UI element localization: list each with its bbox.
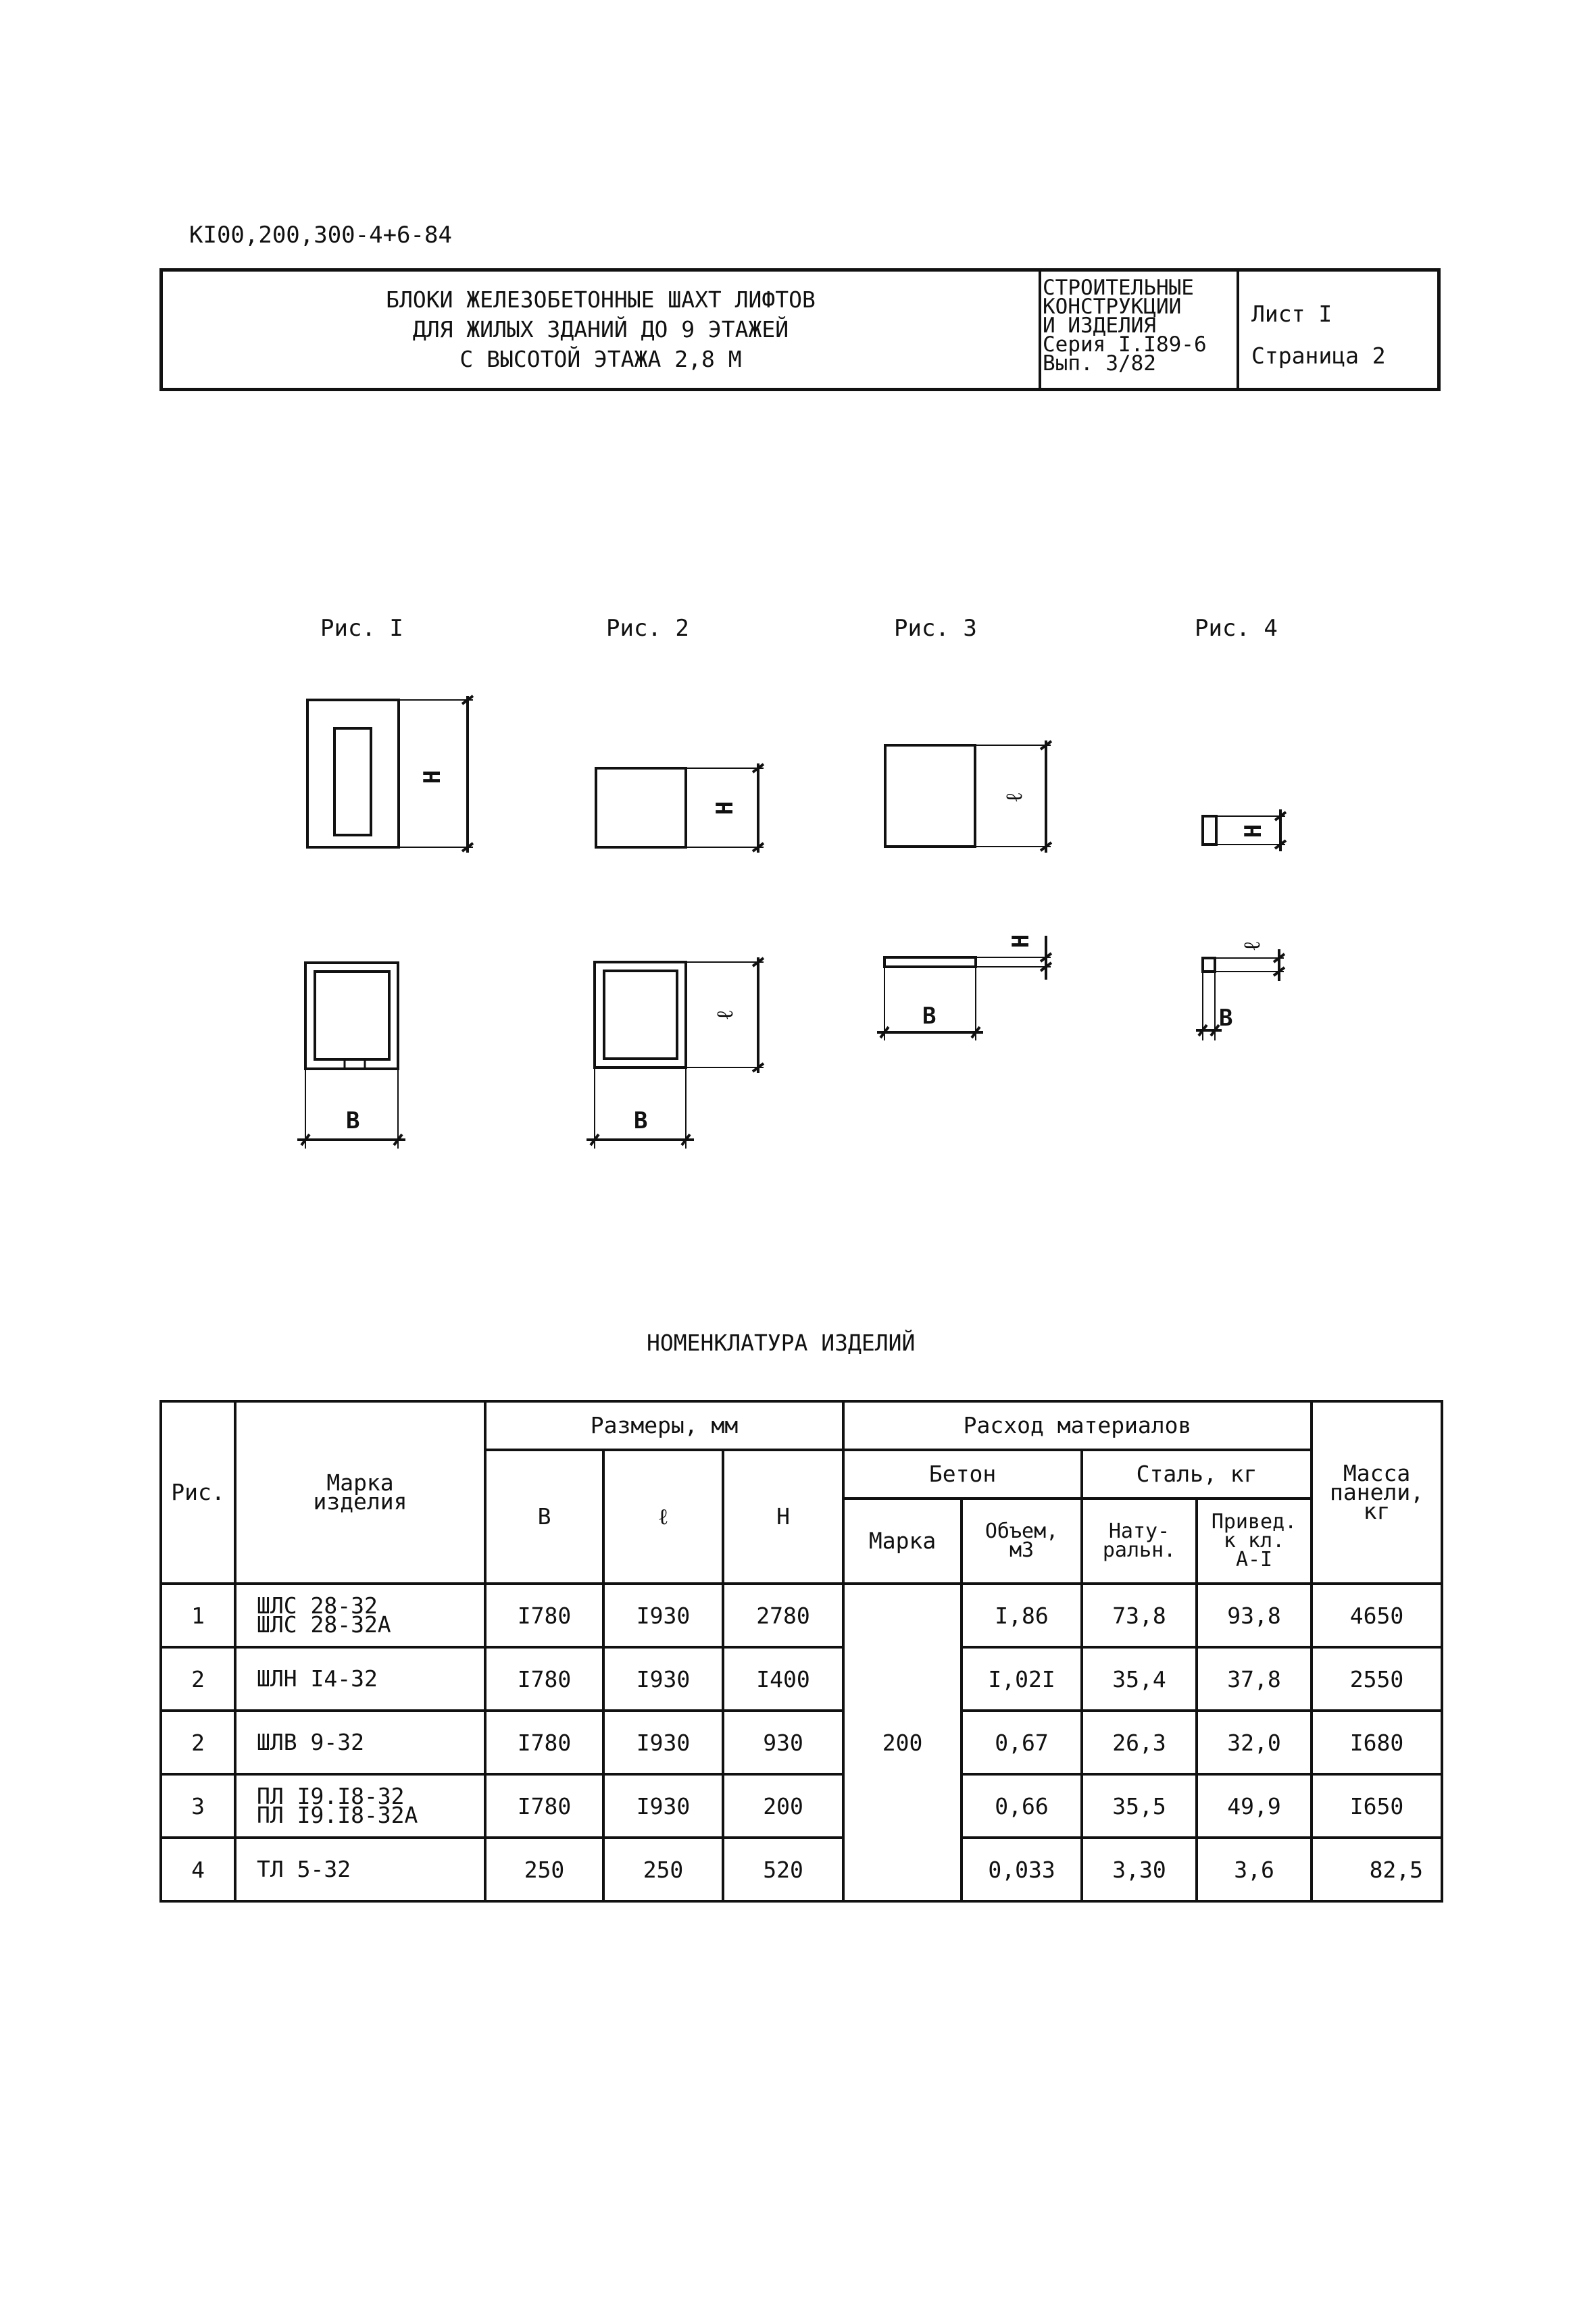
dim-l-label: ℓ [712,1010,739,1020]
cell-l: I930 [603,1711,723,1774]
mark-line: ШЛС 28-32 [257,1592,378,1619]
cell-fig: 4 [161,1838,235,1901]
table-row [161,1711,1442,1774]
cell-mark [235,1584,485,1647]
figure-3-plan [877,934,1051,1040]
header-concrete-grade: Марка [843,1499,962,1584]
figure-1-elevation [307,696,473,853]
cell-reduced: 93,8 [1197,1584,1312,1647]
mark-line: ШЛВ 9-32 [257,1729,364,1755]
cell-b: I780 [485,1711,603,1774]
cell-volume: 0,66 [962,1774,1082,1838]
cell-mark [235,1774,485,1838]
cell-reduced: 3,6 [1197,1838,1312,1901]
cell-h: 520 [723,1838,843,1901]
cell-mark [235,1711,485,1774]
figure-4-elevation [1203,809,1286,851]
dim-b-label: B [922,1003,937,1030]
cell-h: 930 [723,1711,843,1774]
figure-1-label: Рис. I [320,615,403,642]
figure-2-plan [587,957,764,1149]
cell-fig: 3 [161,1774,235,1838]
document-code: КI00,200,300-4+6-84 [189,222,452,249]
cell-reduced: 37,8 [1197,1647,1312,1711]
title-line: БЛОКИ ЖЕЛЕЗОБЕТОННЫЕ ШАХТ ЛИФТОВ [386,286,816,313]
header-reduced: Привед. к кл. А-I [1197,1499,1312,1584]
header-mass: Масса панели, кг [1312,1401,1442,1584]
table-row [161,1838,1442,1901]
table-row [161,1774,1442,1838]
series-line: КОНСТРУКЦИИ [1043,295,1182,319]
mark-line: ПЛ I9.I8-32 [257,1783,405,1809]
header-steel: Сталь, кг [1082,1450,1312,1499]
series-line: Вып. 3/82 [1043,351,1156,376]
cell-reduced: 49,9 [1197,1774,1312,1838]
header-sizes: Размеры, мм [485,1401,843,1450]
cell-natural: 26,3 [1082,1711,1197,1774]
dim-h-label: H [712,801,739,815]
mark-line: ТЛ 5-32 [257,1856,351,1882]
cell-h: I400 [723,1647,843,1711]
header-h: H [723,1450,843,1584]
cell-l: I930 [603,1584,723,1647]
figure-1-plan [297,963,405,1149]
cell-b: I780 [485,1584,603,1647]
header-materials: Расход материалов [843,1401,1312,1450]
cell-natural: 3,30 [1082,1838,1197,1901]
header-concrete: Бетон [843,1450,1082,1499]
title-line: ДЛЯ ЖИЛЫХ ЗДАНИЙ ДО 9 ЭТАЖЕЙ [412,316,789,343]
figure-3-elevation [885,740,1051,853]
mark-line: ПЛ I9.I8-32А [257,1802,418,1828]
table-row [161,1647,1442,1711]
cell-l: I930 [603,1647,723,1711]
mark-line: ШЛН I4-32 [257,1665,378,1692]
cell-h: 200 [723,1774,843,1838]
header-mark: Марка изделия [235,1401,485,1584]
table-title: НОМЕНКЛАТУРА ИЗДЕЛИЙ [647,1330,916,1356]
nomenclature-table [159,1400,1443,1903]
sheet-number: Лист I [1251,301,1332,327]
dim-l-label: ℓ [1001,793,1028,802]
cell-natural: 35,5 [1082,1774,1197,1838]
cell-l: I930 [603,1774,723,1838]
cell-fig: 1 [161,1584,235,1647]
table-row [161,1584,1442,1647]
figure-4-plan [1196,941,1285,1040]
cell-volume: I,86 [962,1584,1082,1647]
cell-mass: I680 [1312,1711,1442,1774]
cell-volume: 0,67 [962,1711,1082,1774]
mark-line: ШЛС 28-32А [257,1611,391,1638]
cell-volume: 0,033 [962,1838,1082,1901]
header-b: B [485,1450,603,1584]
cell-mass: 2550 [1312,1647,1442,1711]
figure-2-label: Рис. 2 [606,615,689,642]
dim-h-label: H [1007,934,1034,949]
dim-h-label: H [419,770,446,784]
series-line: СТРОИТЕЛЬНЫЕ [1043,276,1194,300]
figure-2-elevation [596,763,764,853]
header-volume: Объем, м3 [962,1499,1082,1584]
cell-mark [235,1838,485,1901]
series-line: И ИЗДЕЛИЯ [1043,313,1156,338]
cell-fig: 2 [161,1711,235,1774]
cell-mass: 4650 [1312,1584,1442,1647]
cell-h: 2780 [723,1584,843,1647]
cell-l: 250 [603,1838,723,1901]
figure-3-label: Рис. 3 [894,615,977,642]
figure-4-label: Рис. 4 [1195,615,1278,642]
series-line: Серия I.I89-6 [1043,332,1207,357]
dim-l-label: ℓ [1239,941,1266,951]
cell-b: I780 [485,1647,603,1711]
cell-fig: 2 [161,1647,235,1711]
cell-b: 250 [485,1838,603,1901]
cell-reduced: 32,0 [1197,1711,1312,1774]
dim-b-label: B [634,1107,648,1134]
cell-natural: 35,4 [1082,1647,1197,1711]
cell-mass: 82,5 [1312,1838,1442,1901]
page-number: Страница 2 [1251,343,1386,369]
header-fig: Рис. [161,1401,235,1584]
dim-b-label: B [1219,1005,1233,1032]
cell-concrete-grade: 200 [843,1584,962,1901]
header-natural: Нату-ральн. [1082,1499,1197,1584]
cell-volume: I,02I [962,1647,1082,1711]
cell-mark [235,1647,485,1711]
cell-natural: 73,8 [1082,1584,1197,1647]
dim-h-label: H [1240,824,1267,838]
cell-b: I780 [485,1774,603,1838]
header-l: ℓ [603,1450,723,1584]
title-line: С ВЫСОТОЙ ЭТАЖА 2,8 М [459,346,742,372]
dim-b-label: B [346,1107,360,1134]
cell-mass: I650 [1312,1774,1442,1838]
